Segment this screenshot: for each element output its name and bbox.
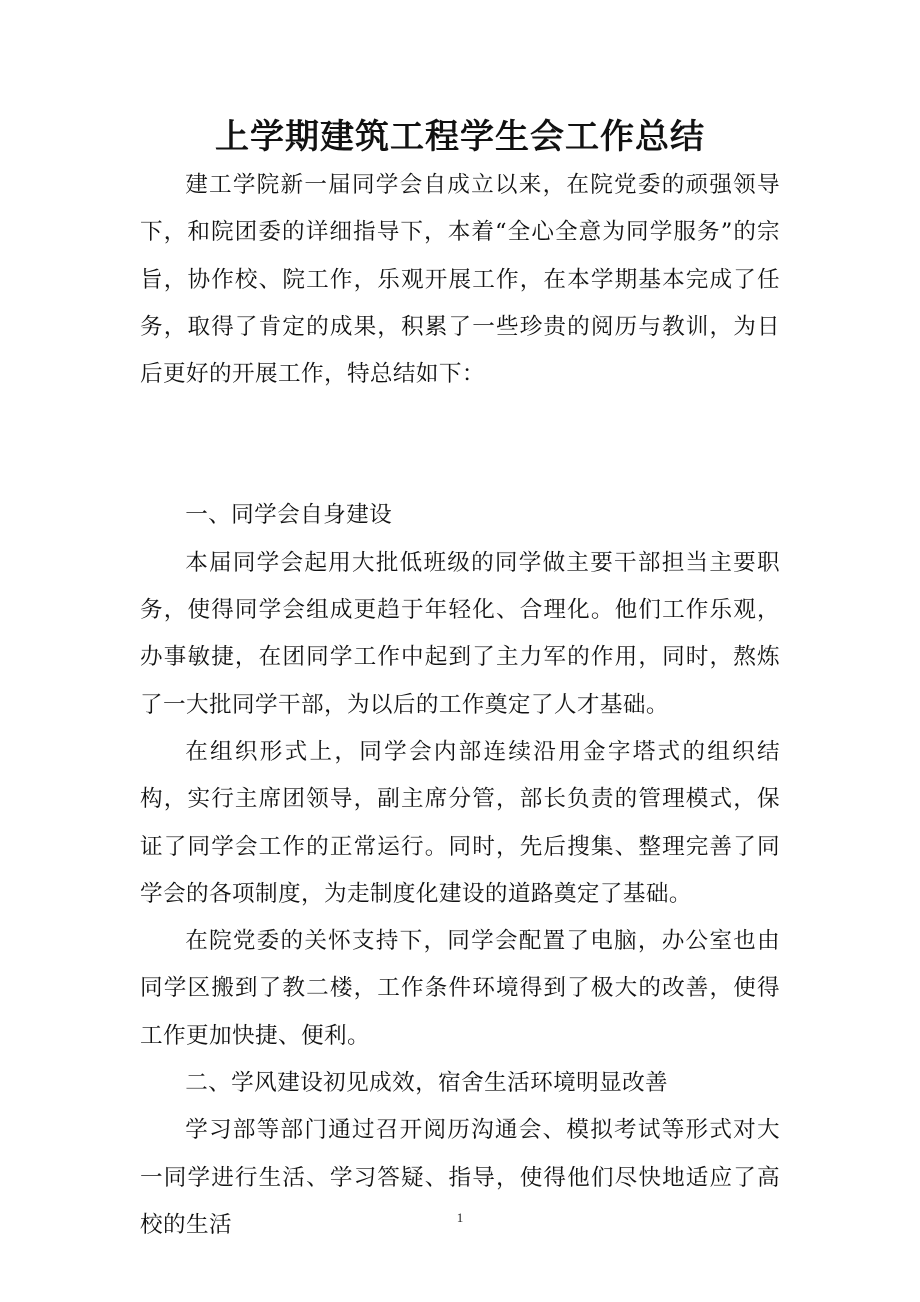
section-2-paragraph: 学习部等部门通过召开阅历沟通会、模拟考试等形式对大一同学进行生活、学习答疑、指导，使得他们尽快地适应了高校的生活 bbox=[140, 1117, 780, 1238]
section-1-paragraph: 在组织形式上，同学会内部连续沿用金字塔式的组织结构，实行主席团领导，副主席分管，部长负责的管理模式，保证了同学会工作的正常运行。同时，先后搜集、整理完善了同学会的各项制度，为走制度化建设的道路奠定了基础。 bbox=[140, 738, 780, 907]
section-2-heading: 二、学风建设初见成效，宿舍生活环境明显改善 bbox=[185, 1070, 669, 1097]
intro-paragraph: 建工学院新一届同学会自成立以来，在院党委的顽强领导下，和院团委的详细指导下，本着“全心全意为同学服务”的宗旨，协作校、院工作，乐观开展工作，在本学期基本完成了任务，取得了肯定的成果，积累了一些珍贵的阅历与教训，为日后更好的开展工作，特总结如下： bbox=[140, 172, 780, 388]
document-body bbox=[140, 162, 780, 1249]
page-number: 1 bbox=[456, 1210, 464, 1225]
document-title: 上学期建筑工程学生会工作总结 bbox=[215, 117, 705, 157]
section-1-heading: 一、同学会自身建设 bbox=[185, 502, 393, 529]
section-1-paragraph: 本届同学会起用大批低班级的同学做主要干部担当主要职务，使得同学会组成更趋于年轻化、合理化。他们工作乐观，办事敏捷，在团同学工作中起到了主力军的作用，同时，熬炼了一大批同学干部，为以后的工作奠定了人才基础。 bbox=[140, 549, 780, 718]
section-1-paragraph: 在院党委的关怀支持下，同学会配置了电脑，办公室也由同学区搬到了教二楼，工作条件环境得到了极大的改善，使得工作更加快捷、便利。 bbox=[140, 928, 780, 1049]
blank-space bbox=[140, 398, 780, 492]
